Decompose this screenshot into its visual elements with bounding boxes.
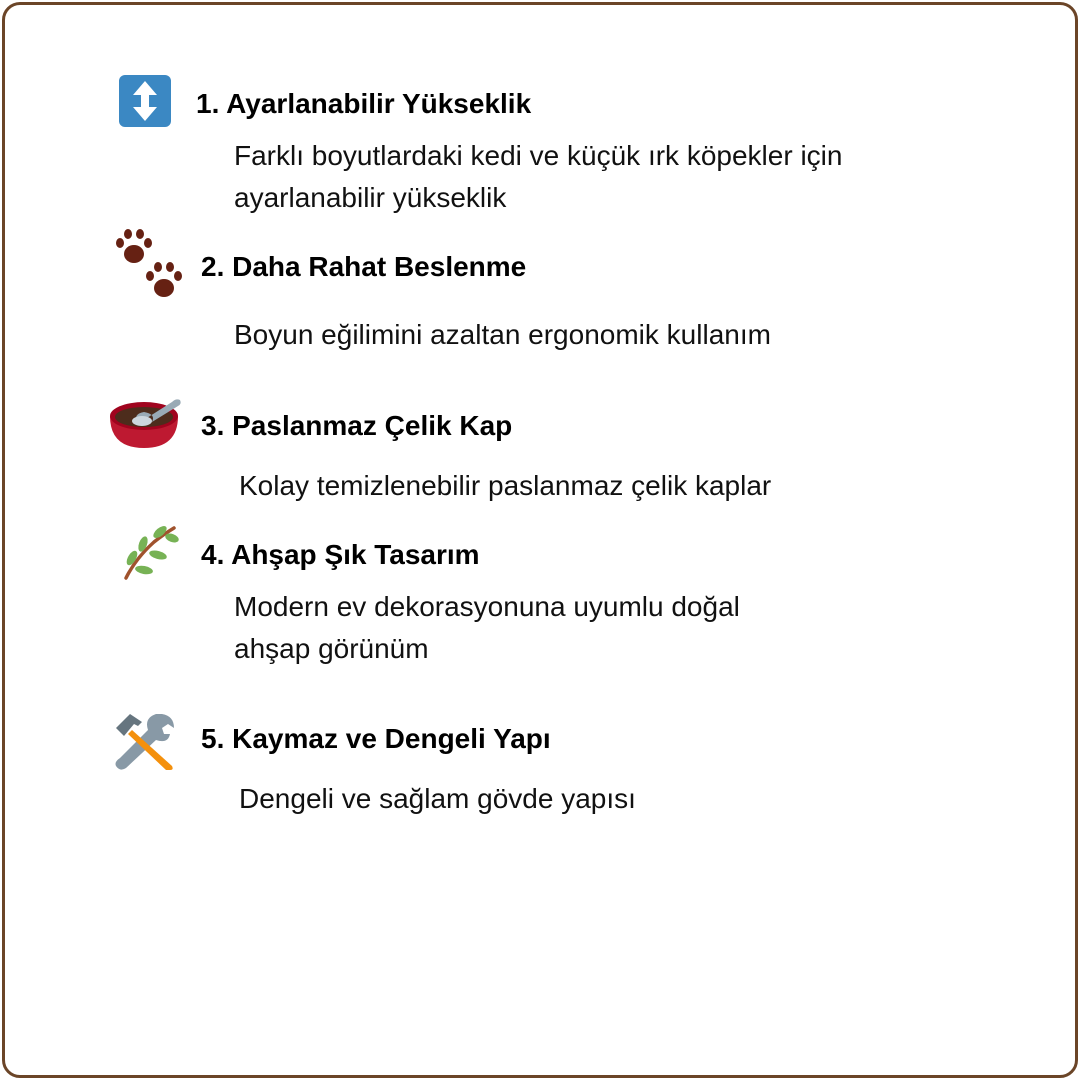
- hammer-and-wrench-icon: [112, 710, 178, 772]
- feature-description: [239, 778, 636, 820]
- feature-description-line: ayarlanabilir yükseklik: [234, 182, 507, 213]
- feature-title: 3. Paslanmaz Çelik Kap: [201, 410, 513, 441]
- paw-prints-icon: [112, 226, 186, 300]
- feature-title: 1. Ayarlanabilir Yükseklik: [196, 88, 532, 119]
- feature-title: 5. Kaymaz ve Dengeli Yapı: [201, 723, 551, 754]
- feature-description: [234, 135, 842, 219]
- feature-description-line: Kolay temizlenebilir paslanmaz çelik kaplar: [239, 470, 772, 501]
- bowl-with-spoon-icon: [108, 396, 184, 450]
- feature-description: [239, 465, 771, 507]
- leafy-branch-icon: [118, 522, 180, 582]
- feature-title: 2. Daha Rahat Beslenme: [201, 251, 527, 282]
- feature-description-line: Dengeli ve sağlam gövde yapısı: [239, 783, 636, 814]
- feature-description-line: Boyun eğilimini azaltan ergonomik kullanım: [234, 319, 771, 350]
- feature-title: 4. Ahşap Şık Tasarım: [201, 539, 480, 570]
- feature-description: [234, 314, 771, 356]
- feature-description-line: Farklı boyutlardaki kedi ve küçük ırk köpekler için: [234, 140, 843, 171]
- feature-description: [234, 586, 740, 670]
- feature-description-line: ahşap görünüm: [234, 633, 429, 664]
- feature-description-line: Modern ev dekorasyonuna uyumlu doğal: [234, 591, 740, 622]
- up-down-arrow-icon: [118, 74, 172, 128]
